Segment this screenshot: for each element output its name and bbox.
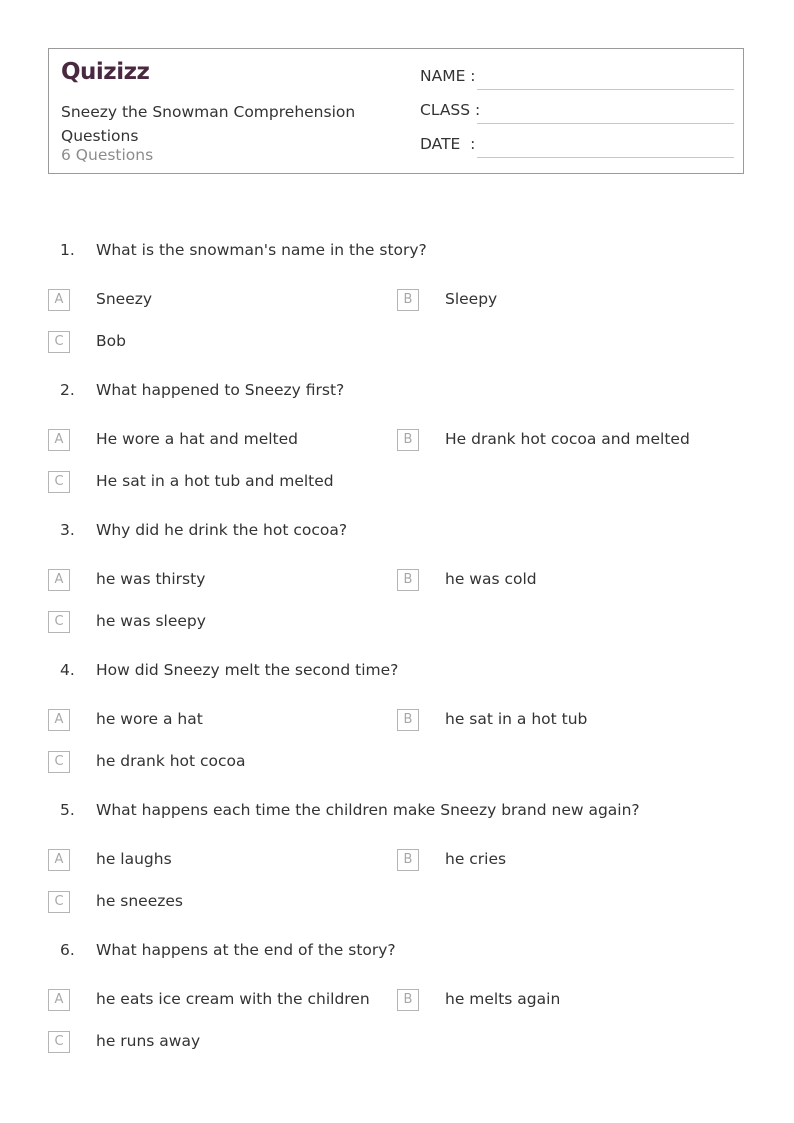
option-letter-box: C (48, 611, 70, 633)
option-text: he runs away (96, 1032, 201, 1050)
option-text: he was cold (445, 570, 537, 588)
question-number: 3. (60, 521, 75, 539)
worksheet-header (48, 48, 744, 174)
option-text: he cries (445, 850, 507, 868)
question-text: What is the snowman's name in the story? (96, 241, 427, 259)
option-letter-box: A (48, 289, 70, 311)
option-text: he melts again (445, 990, 561, 1008)
question-text: What happened to Sneezy first? (96, 381, 345, 399)
option-letter-box: C (48, 891, 70, 913)
question-number: 6. (60, 941, 75, 959)
worksheet-title: Sneezy the Snowman Comprehension Questions (61, 103, 356, 145)
option-letter-box: B (397, 569, 419, 591)
question-number: 4. (60, 661, 75, 679)
option-text: Sneezy (96, 290, 153, 308)
option-text: he drank hot cocoa (96, 752, 246, 770)
option-text: Bob (96, 332, 126, 350)
question-number: 5. (60, 801, 75, 819)
option-letter-box: B (397, 289, 419, 311)
option-letter-box: A (48, 989, 70, 1011)
option-letter-box: B (397, 429, 419, 451)
option-text: he sneezes (96, 892, 184, 910)
name-field (420, 67, 734, 91)
question-count: 6 Questions (61, 146, 154, 164)
option-letter-box: B (397, 849, 419, 871)
question-number: 1. (60, 241, 75, 259)
class-field (420, 101, 734, 125)
quizizz-logo: Quizizz (61, 59, 150, 85)
question-text: Why did he drink the hot cocoa? (96, 521, 348, 539)
question-number: 2. (60, 381, 75, 399)
option-letter-box: B (397, 989, 419, 1011)
option-text: he wore a hat (96, 710, 203, 728)
option-text: He wore a hat and melted (96, 430, 299, 448)
option-letter-box: A (48, 429, 70, 451)
date-field-line (477, 157, 734, 158)
option-text: He sat in a hot tub and melted (96, 472, 334, 490)
option-text: he eats ice cream with the children (96, 990, 370, 1008)
date-field-label: DATE : (420, 135, 476, 153)
option-text: He drank hot cocoa and melted (445, 430, 690, 448)
option-letter-box: C (48, 751, 70, 773)
option-letter-box: A (48, 569, 70, 591)
question-text: How did Sneezy melt the second time? (96, 661, 399, 679)
question-text: What happens at the end of the story? (96, 941, 396, 959)
option-text: he was sleepy (96, 612, 206, 630)
option-text: he was thirsty (96, 570, 206, 588)
option-letter-box: C (48, 471, 70, 493)
option-letter-box: C (48, 331, 70, 353)
option-letter-box: C (48, 1031, 70, 1053)
class-field-line (477, 123, 734, 124)
name-field-line (477, 89, 734, 90)
question-text: What happens each time the children make Sneezy brand new again? (96, 801, 640, 819)
date-field (420, 135, 734, 159)
class-field-label: CLASS : (420, 101, 481, 119)
option-text: Sleepy (445, 290, 498, 308)
name-field-label: NAME : (420, 67, 476, 85)
option-letter-box: A (48, 709, 70, 731)
option-text: he laughs (96, 850, 172, 868)
option-letter-box: A (48, 849, 70, 871)
option-letter-box: B (397, 709, 419, 731)
option-text: he sat in a hot tub (445, 710, 588, 728)
